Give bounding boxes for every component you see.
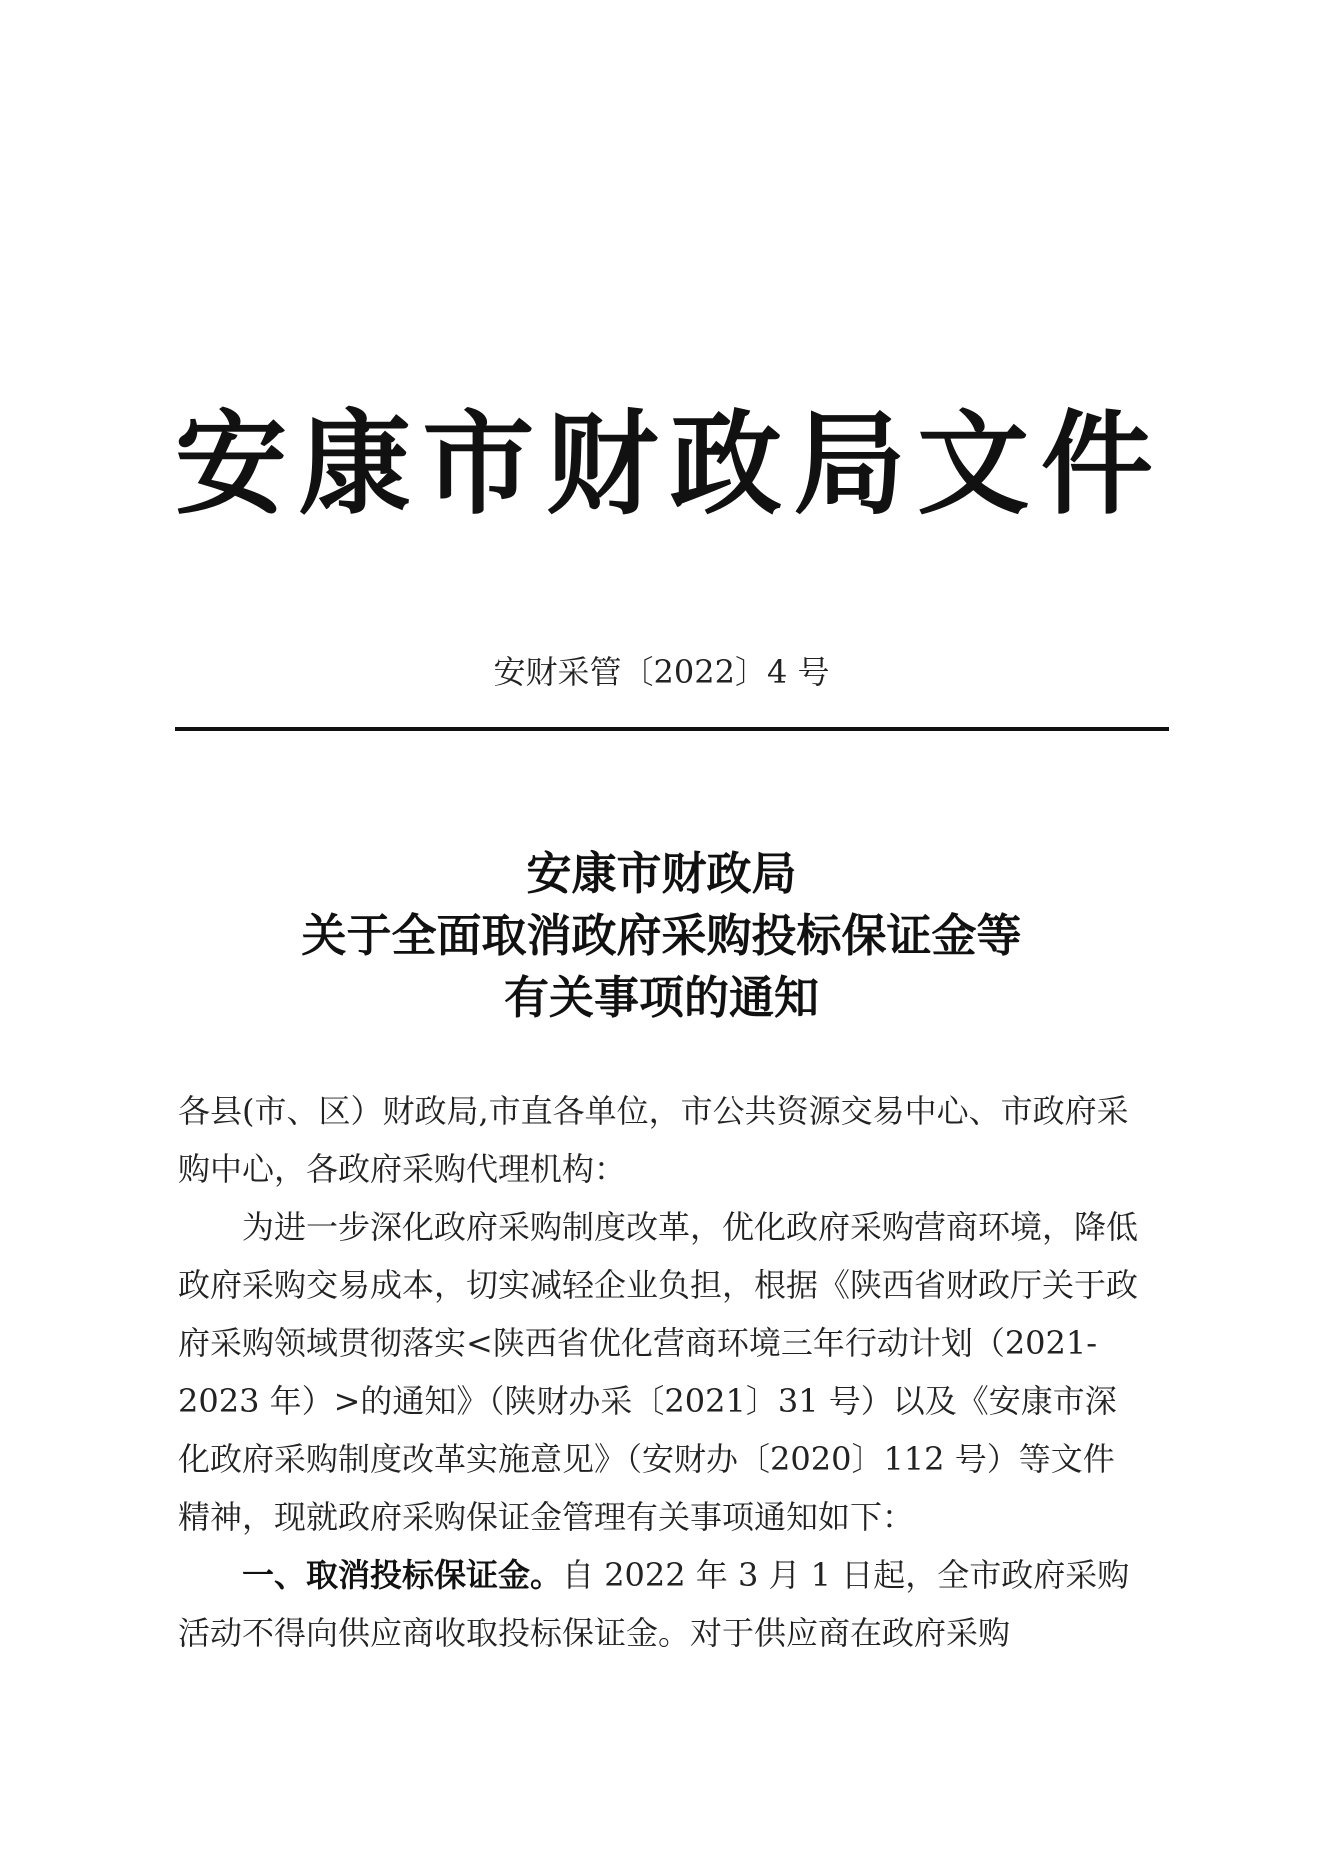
intro-paragraph: 为进一步深化政府采购制度改革，优化政府采购营商环境，降低政府采购交易成本，切实减轻企业负担，根据《陕西省财政厅关于政府采购领域贯彻落实<陕西省优化营商环境三年行动计划（2021-2023 年）>的通知》（陕财办采〔2021〕31 号）以及《安康市深化政府采购制度改革实施意见》（安财办〔2020〕112 号）等文件精神，现就政府采购保证金管理有关事项通知如下： bbox=[178, 1208, 1139, 1536]
issuer-header-char: 市 bbox=[422, 399, 535, 530]
issuer-header-char: 康 bbox=[298, 399, 411, 530]
issuer-header-char: 政 bbox=[669, 399, 782, 530]
section-1-paragraph bbox=[178, 1546, 1146, 1662]
document-number: 安财采管〔2022〕4 号 bbox=[493, 653, 830, 691]
section-1-heading: 一、取消投标保证金。 bbox=[242, 1556, 563, 1594]
section-1-text: 自 2022 年 3 月 1 日起，全市政府采购活动不得向供应商收取投标保证金。对于供应商在政府采购 bbox=[178, 1556, 1130, 1652]
header-divider-line bbox=[175, 727, 1169, 731]
addressee-paragraph: 各县(市、区）财政局,市直各单位，市公共资源交易中心、市政府采购中心，各政府采购代理机构： bbox=[178, 1092, 1129, 1188]
title-line-3: 有关事项的通知 bbox=[503, 971, 819, 1024]
document-body bbox=[178, 1082, 1146, 1662]
issuer-header-char: 财 bbox=[546, 399, 659, 530]
title-line-1: 安康市财政局 bbox=[526, 847, 797, 900]
title-line-2: 关于全面取消政府采购投标保证金等 bbox=[301, 909, 1022, 962]
issuer-header-char: 文 bbox=[917, 399, 1030, 530]
issuer-header bbox=[175, 395, 1153, 535]
document-title bbox=[0, 843, 1323, 1029]
issuer-header-char: 件 bbox=[1040, 399, 1153, 530]
issuer-header-char: 局 bbox=[793, 399, 906, 530]
issuer-header-char: 安 bbox=[175, 399, 287, 530]
